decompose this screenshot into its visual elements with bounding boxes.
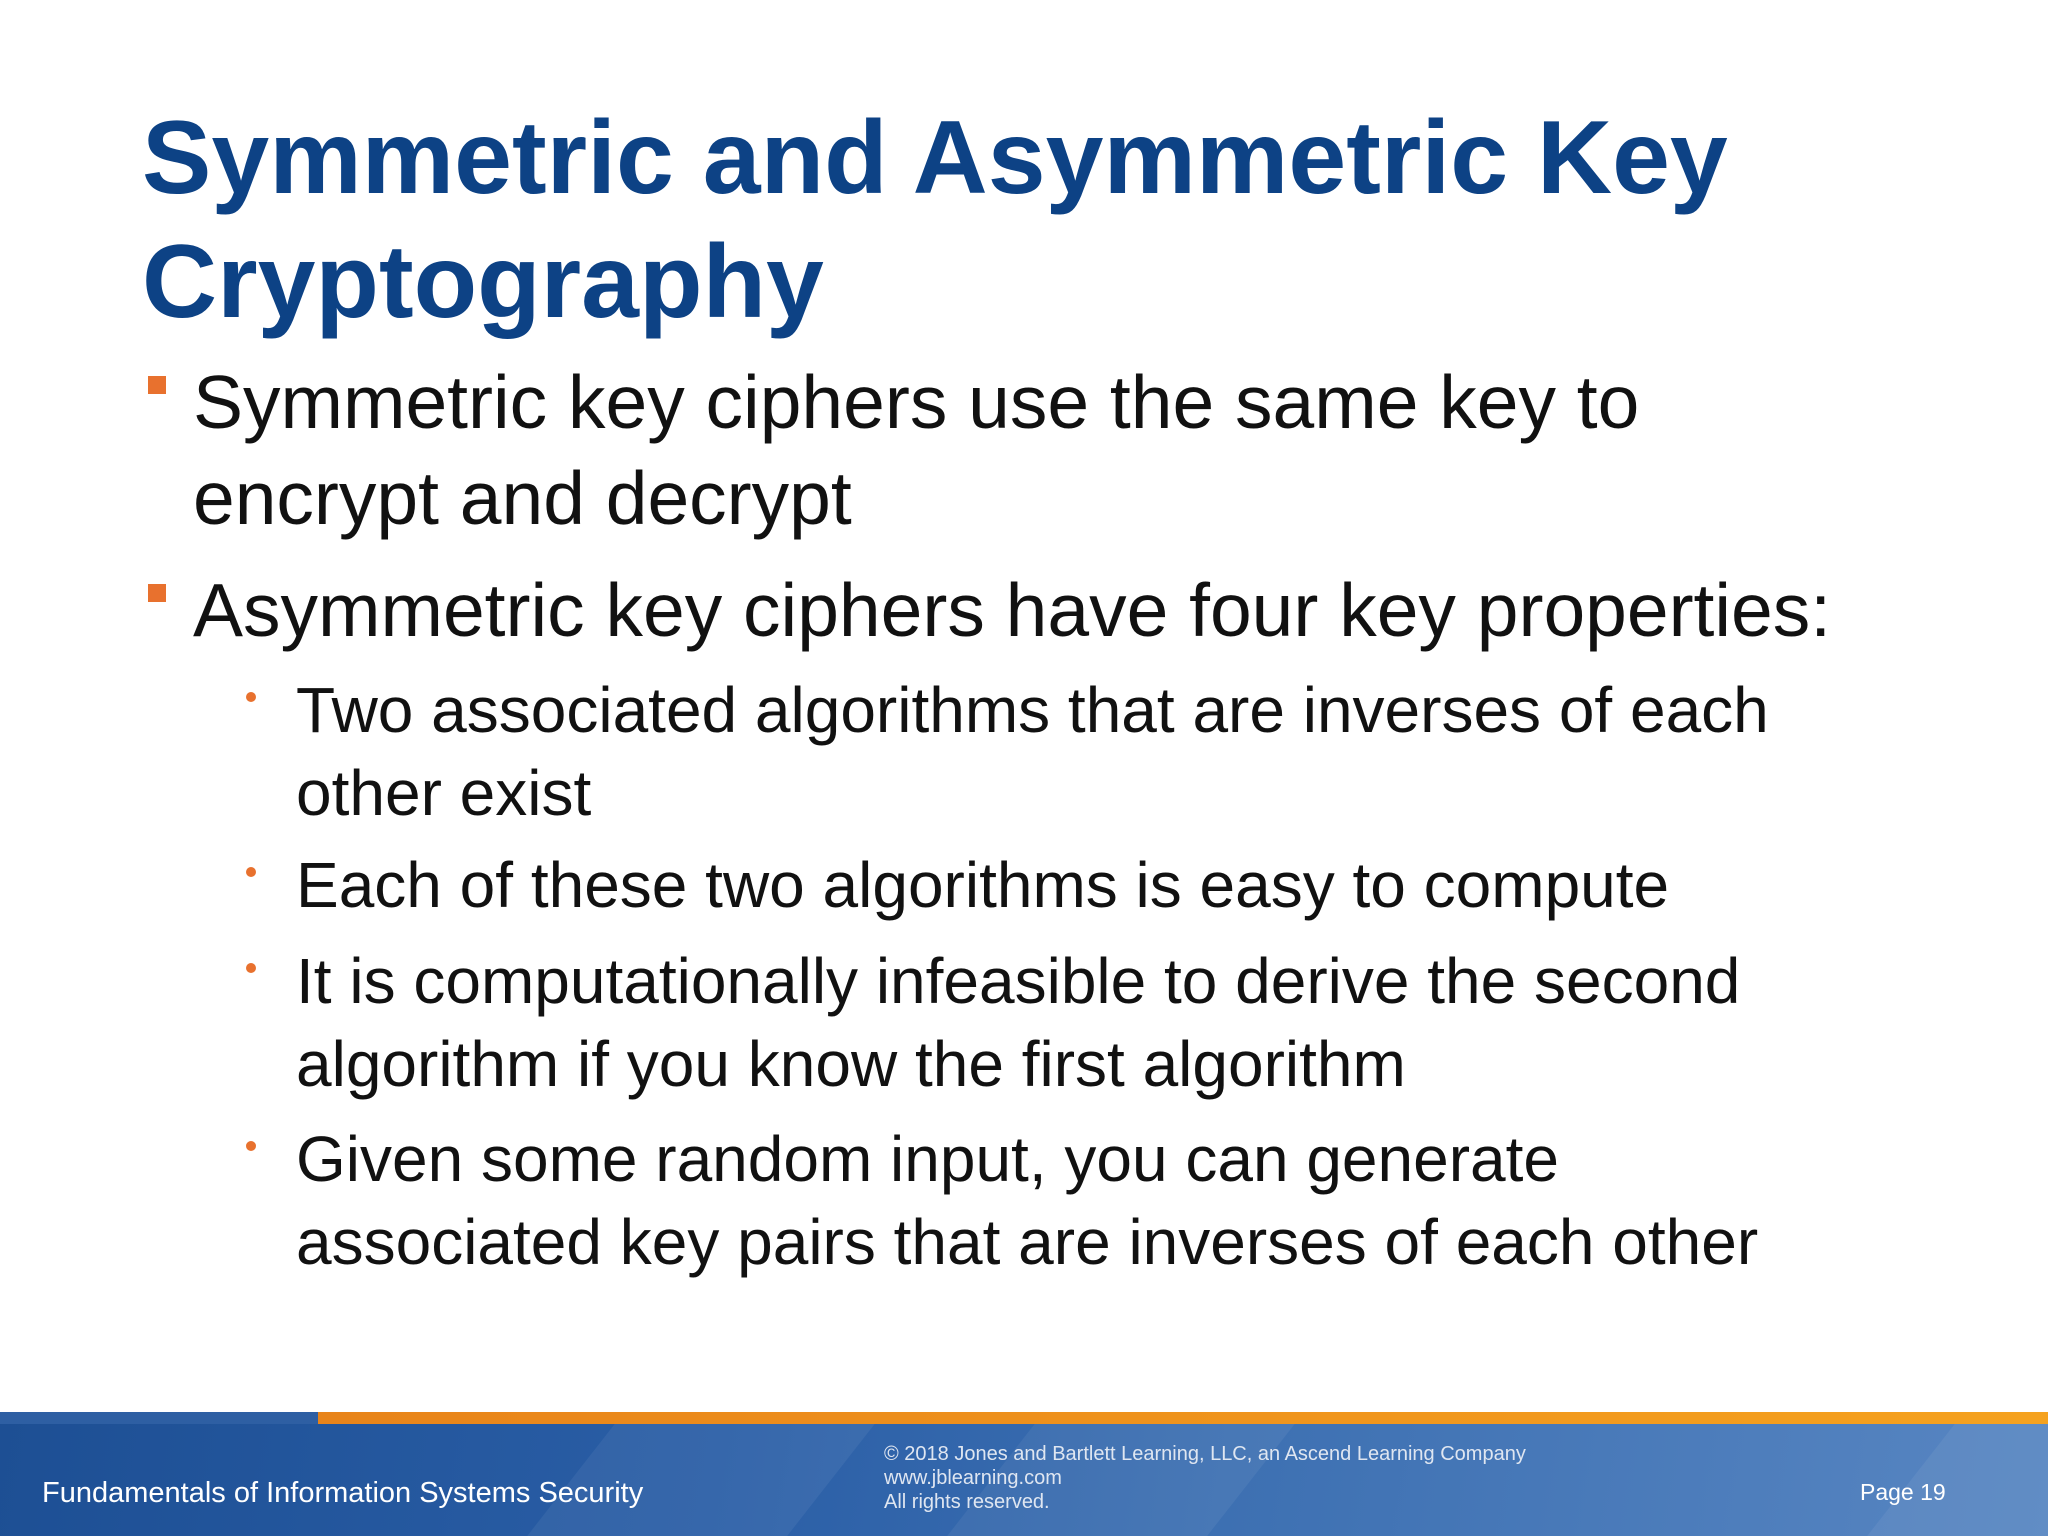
- bullet-dot-icon: [246, 963, 256, 973]
- slide-title-line-1: Symmetric and Asymmetric Key: [142, 100, 1728, 216]
- slide-title-line-2: Cryptography: [142, 224, 824, 340]
- sub-bullet-text: other exist: [296, 757, 592, 829]
- footer-copyright: [884, 1442, 1526, 1514]
- footer-copyright-line: © 2018 Jones and Bartlett Learning, LLC, an Ascend Learning Company: [884, 1443, 1526, 1465]
- bullet-dot-icon: [246, 692, 256, 702]
- bullet-text: Asymmetric key ciphers have four key properties:: [193, 568, 1832, 652]
- footer-accent-bar-left: [0, 1412, 318, 1424]
- sub-bullet-text: associated key pairs that are inverses of each other: [296, 1206, 1759, 1278]
- bullet-square-icon: [148, 376, 166, 394]
- footer-website: www.jblearning.com: [884, 1467, 1062, 1489]
- sub-bullet-text: Two associated algorithms that are inverses of each: [296, 674, 1769, 746]
- sub-bullet-text: Given some random input, you can generate: [296, 1123, 1559, 1195]
- bullet-text: Symmetric key ciphers use the same key to: [193, 360, 1640, 444]
- page-number: Page 19: [1860, 1479, 1946, 1505]
- slide-footer: [0, 1412, 2048, 1536]
- sub-bullet-text: It is computationally infeasible to derive the second: [296, 945, 1741, 1017]
- bullet-text: encrypt and decrypt: [193, 456, 852, 540]
- bullet-dot-icon: [246, 867, 256, 877]
- bullet-dot-icon: [246, 1141, 256, 1151]
- footer-course-title: Fundamentals of Information Systems Security: [42, 1477, 644, 1509]
- footer-accent-bar: [318, 1412, 2048, 1424]
- sub-bullet-text: Each of these two algorithms is easy to compute: [296, 849, 1670, 921]
- footer-rights: All rights reserved.: [884, 1491, 1050, 1513]
- sub-bullet-text: algorithm if you know the first algorithm: [296, 1028, 1406, 1100]
- bullet-square-icon: [148, 584, 166, 602]
